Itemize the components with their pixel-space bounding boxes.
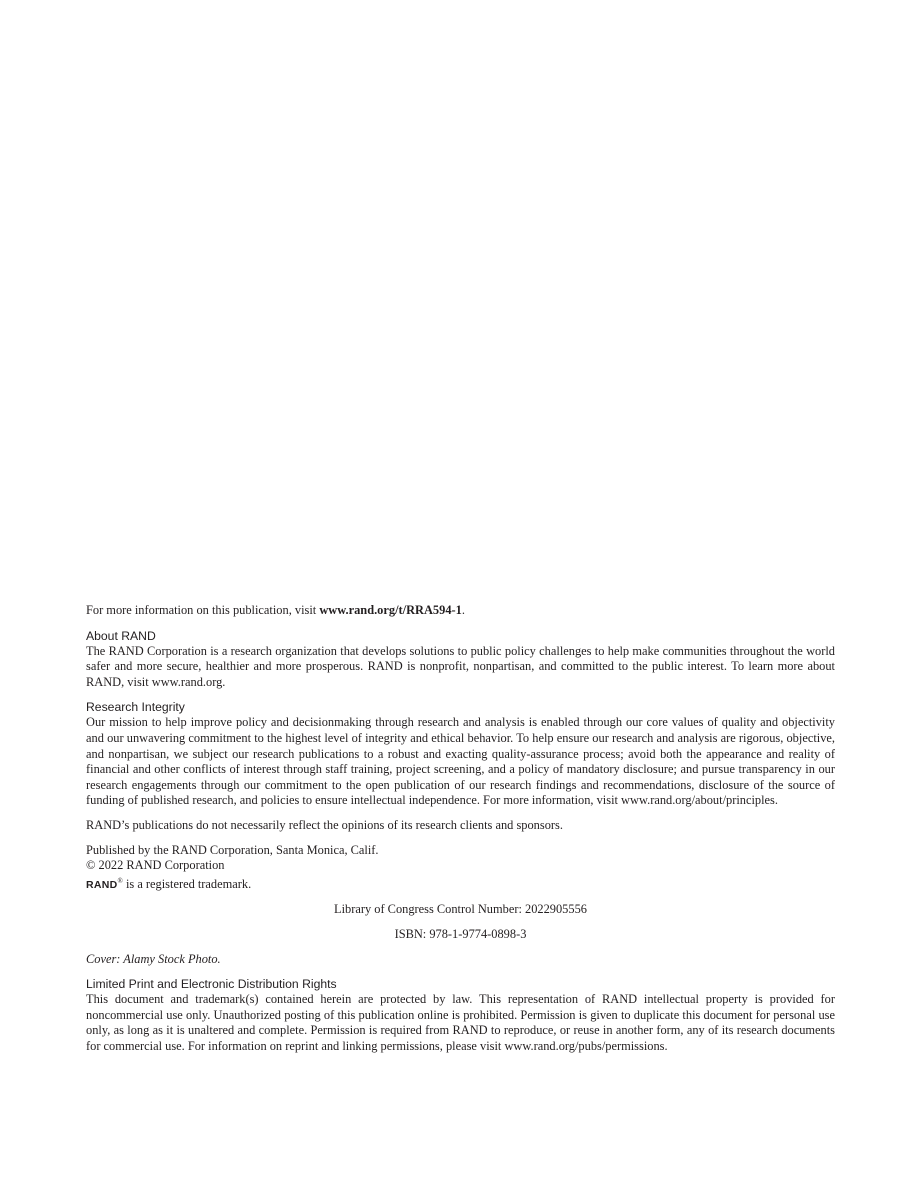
isbn-line: ISBN: 978-1-9774-0898-3 (394, 927, 527, 942)
publication-info-line (86, 603, 835, 619)
distribution-rights-heading: Limited Print and Electronic Distribution Rights (86, 977, 337, 992)
distribution-rights-body: This document and trademark(s) contained herein are protected by law. This representation of RAND intellectual property is provided for noncommercial use only. Unauthorized posting of this publication online is prohibited. Permission is given to duplicate this document for personal use only, as long as it is unaltered and complete. Permission is required from RAND to reproduce, or reuse in another form, any of its research documents for commercial use. For information on reprint and linking permissions, please visit www.rand.org/pubs/permissions. (86, 992, 835, 1053)
cover-credit (86, 952, 835, 968)
lccn-line: Library of Congress Control Number: 2022905556 (334, 902, 587, 917)
publisher-block (86, 843, 835, 894)
copyright-line: © 2022 RAND Corporation (86, 858, 225, 873)
rand-trademark-logo: RAND (86, 878, 118, 891)
research-integrity-heading: Research Integrity (86, 700, 185, 715)
research-integrity-body: Our mission to help improve policy and decisionmaking through research and analysis is enabled through our core values of quality and objectivity and our unwavering commitment to the highest level of integrity and ethical behavior. To help ensure our research and analysis are rigorous, objective, and nonpartisan, we subject our research publications to a robust and exacting quality-assurance process; avoid both the appearance and reality of financial and other conflicts of interest through staff training, project screening, and a policy of mandatory disclosure; and pursue transparency in our research engagements through our commitment to the open publication of our research findings and recommendations, disclosure of the source of funding of published research, and policies to ensure intellectual independence. For more information, visit www.rand.org/about/principles. (86, 715, 835, 808)
cover-credit-text: Cover: Alamy Stock Photo. (86, 951, 221, 966)
publication-url-link[interactable]: www.rand.org/t/RRA594-1 (319, 603, 462, 617)
publication-info-suffix: . (461, 603, 465, 617)
copyright-page-content (86, 603, 835, 1055)
trademark-line (86, 874, 835, 894)
registered-mark: ® (117, 876, 123, 885)
publication-info-text: For more information on this publication, visit (86, 603, 320, 617)
trademark-text: is a registered trademark. (122, 876, 252, 891)
about-rand-heading: About RAND (86, 628, 156, 643)
disclaimer-text: RAND’s publications do not necessarily reflect the opinions of its research clients and sponsors. (86, 817, 563, 832)
published-by-line: Published by the RAND Corporation, Santa Monica, Calif. (86, 842, 379, 857)
about-rand-body: The RAND Corporation is a research organization that develops solutions to public policy challenges to help make communities throughout the world safer and more secure, healthier and more prosperous. RAND is nonprofit, nonpartisan, and committed to the public interest. To learn more about RAND, visit www.rand.org. (86, 643, 835, 689)
catalog-block (86, 902, 835, 942)
